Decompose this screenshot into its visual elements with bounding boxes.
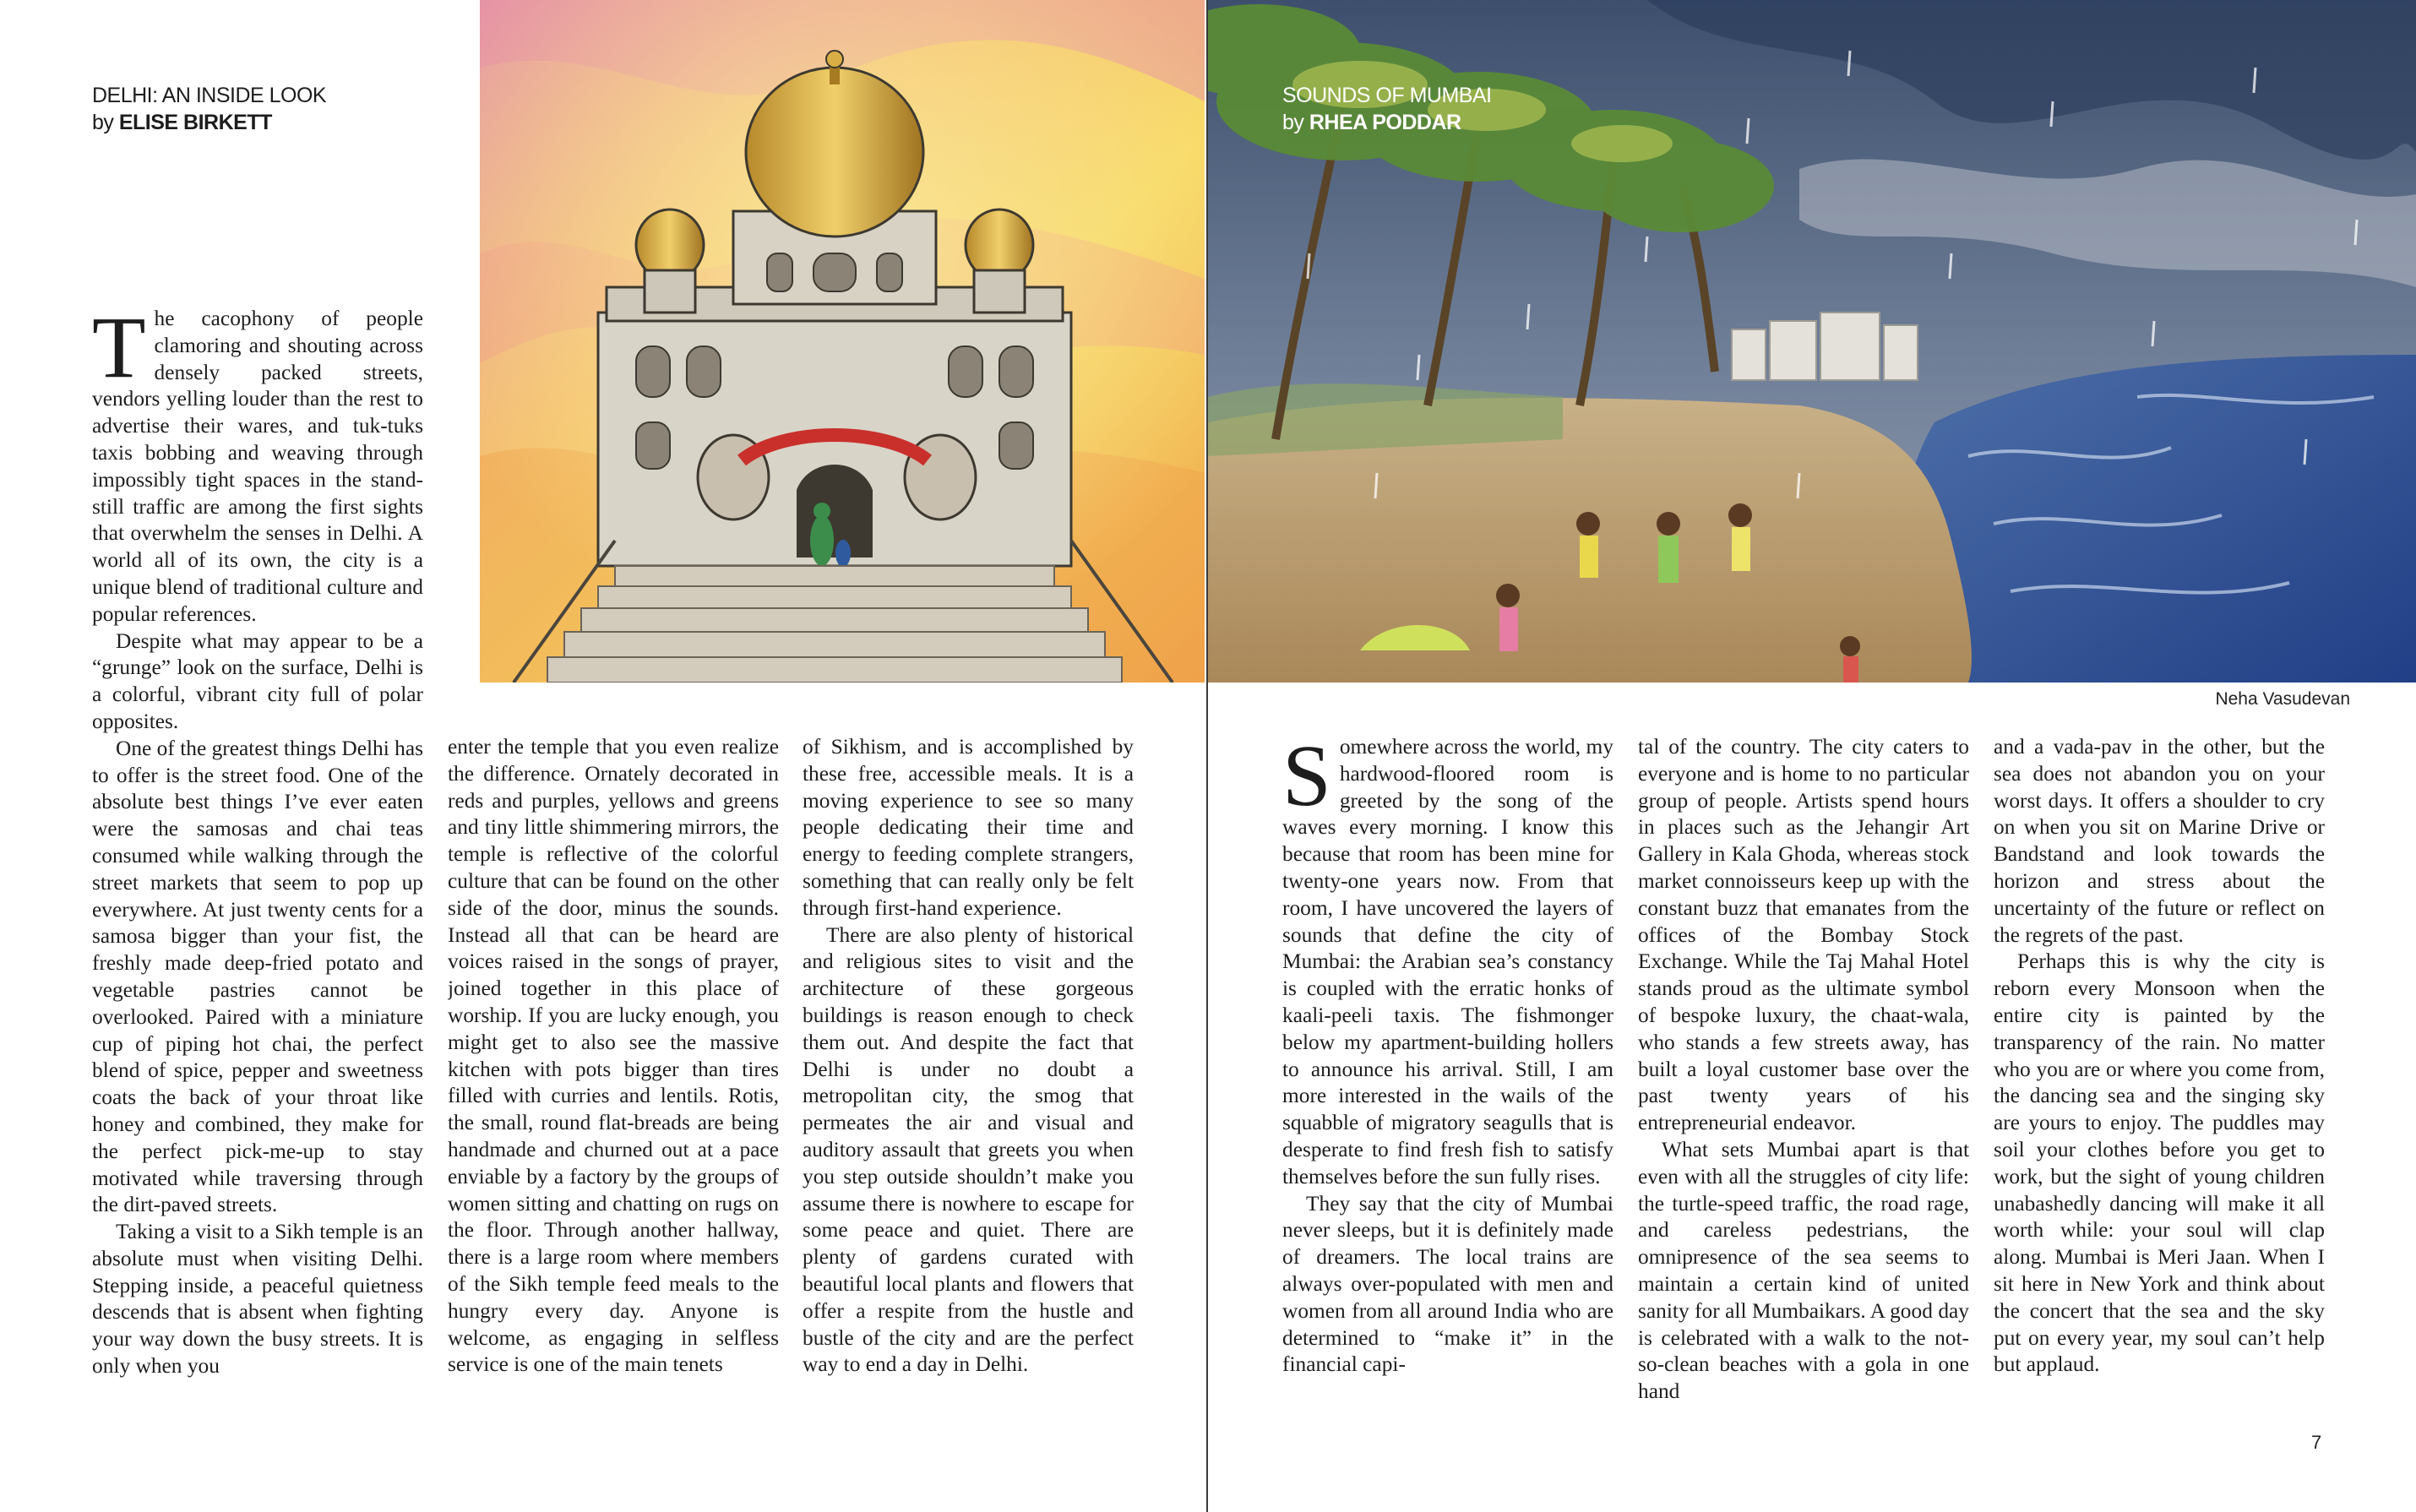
right-article-byline: [1282, 109, 1492, 136]
right-article-column-3: [1994, 734, 2325, 1433]
left-article-kicker: DELHI: AN INSIDE LOOK: [92, 84, 327, 107]
body-paragraph: Perhaps this is why the city is reborn every Monsoon when the entire city is painted by the transparency of the rain. No matter who you are or where you come from, the dancing sea and the singing sky are yours to enjoy. The puddles may soil your clothes before you get to work, but the sight of young children unabashedly dancing will make it all worth while: your soul will clap along. Mumbai is Meri Jaan. When I sit here in New York and think about the concert that the sea and the sky put on every year, my soul can’t help but applaud.: [1994, 949, 2325, 1377]
body-paragraph: Despite what may appear to be a “grunge” look on the surface, Delhi is a colorful, vibrant city full of polar opposites.: [92, 628, 423, 733]
paragraph-text: he cacophony of people clamoring and shouting across densely packed streets, vendors yelling louder than the rest to advertise their wares, and tuk-tuks taxis bobbing and weaving through impossibly tight spaces in the stand-still traffic are among the first sights that overwhelm the senses in Delhi. A world all of its own, the city is a unique blend of traditional culture and popular references.: [92, 307, 423, 626]
byline-prefix: by: [92, 111, 119, 134]
right-article-kicker: SOUNDS OF MUMBAI: [1282, 84, 1492, 107]
left-article-heading: [92, 82, 326, 136]
drop-cap: T: [92, 306, 146, 396]
right-article-author: RHEA PODDAR: [1309, 111, 1461, 134]
right-article-column-1: [1282, 734, 1613, 1433]
right-article-heading: [1282, 82, 1492, 136]
left-page: [0, 0, 1206, 1512]
body-paragraph: [92, 306, 423, 628]
body-paragraph: and a vada-pav in the other, but the sea does not abandon you on your worst days. It offers a shoulder to cry on when you sit on Marine Drive or Bandstand and look towards the horizon and stress about the uncertainty of the future or reflect on the regrets of the past.: [1994, 735, 2325, 947]
drop-cap: S: [1282, 734, 1331, 824]
body-paragraph: of Sikhism, and is accomplished by these free, accessible meals. It is a moving experience to see so many people dedicating their time and energy to feeding complete strangers, something that can really only be felt through first-hand experience.: [803, 735, 1134, 920]
right-page: [1208, 0, 2416, 1512]
left-article-column-1: [92, 306, 423, 1433]
temple-illustration: [480, 0, 1205, 683]
right-article-column-2: [1638, 734, 1969, 1433]
body-paragraph: tal of the country. The city caters to everyone and is home to no particular group of people. Artists spend hours in places such as the Jehangir Art Gallery in Kala Ghoda, whereas stock market connoisseurs keep up with the constant buzz that emanates from the offices of the Bombay Stock Exchange. While the Taj Mahal Hotel stands proud as the ultimate symbol of bespoke luxury, the chaat-wala, who stands a few streets away, has built a loyal customer base over the past twenty years of his entrepreneurial endeavor.: [1638, 735, 1969, 1135]
body-paragraph: [1282, 734, 1613, 1191]
left-article-author: ELISE BIRKETT: [118, 111, 272, 134]
body-paragraph: One of the greatest things Delhi has to offer is the street food. One of the absolute best things I’ve ever eaten were the samosas and chai teas consumed while walking through the street markets that seem to pop up everywhere. At just twenty cents for a samosa bigger than your fist, the freshly made deep-fried potato and vegetable pastries cannot be overlooked. Paired with a miniature cup of piping hot chai, the perfect blend of spice, pepper and sweetness coats the back of your throat like honey and combined, they make for the perfect pick-me-up to stay motivated while traversing through the dirt-paved streets.: [92, 736, 423, 1217]
left-article-byline: [92, 109, 326, 136]
byline-prefix: by: [1282, 111, 1309, 134]
body-paragraph: enter the temple that you even realize the difference. Ornately decorated in reds and purples, yellows and greens and tiny little shimmering mirrors, the temple is reflective of the colorful culture that can be found on the other side of the door, minus the sounds. Instead all that can be heard are voices raised in the songs of prayer, joined together in this place of worship. If you are lucky enough, you might get to also see the massive kitchen with pots bigger than tires filled with curries and lentils. Rotis, the small, round flat-breads are being handmade and churned out at a pace enviable by a factory by the groups of women sitting and chatting on rugs on the floor. Through another hallway, there is a large room where members of the Sikh temple feed meals to the hungry every day. Anyone is welcome, as engaging in selfless service is one of the main tenets: [448, 735, 779, 1377]
body-paragraph: There are also plenty of historical and religious sites to visit and the architecture of these gorgeous buildings is reason enough to check them out. And despite the fact that Delhi is under no doubt a metropolitan city, the smog that permeates the air and visual and auditory assault that greets you when you step outside shouldn’t make you assume there is nowhere to escape for some peace and quiet. There are plenty of gardens curated with beautiful local plants and flowers that offer a respite from the hustle and bustle of the city and are the perfect way to end a day in Delhi.: [803, 922, 1134, 1377]
left-article-column-3: [803, 734, 1134, 1433]
body-paragraph: Taking a visit to a Sikh temple is an absolute must when visiting Delhi. Stepping inside, a peaceful quietness descends that is absent when fighting your way down the busy streets. It is only when you: [92, 1220, 423, 1379]
page-number: 7: [2311, 1432, 2322, 1453]
paragraph-text: omewhere across the world, my hardwood-floored room is greeted by the song of the waves every morning. I know this because that room has been mine for twenty-one years now. From that room, I have uncovered the layers of sounds that define the city of Mumbai: the Arabian sea’s constancy is coupled with the erratic honks of kaali-peeli taxis. The fishmonger below my apartment-building hollers to announce his arrival. Still, I am more interested in the wails of the squabble of migratory seagulls that is desperate to find fresh fish to satisfy themselves before the sun fully rises.: [1282, 735, 1613, 1188]
left-article-column-2: [448, 734, 779, 1433]
body-paragraph: What sets Mumbai apart is that even with all the struggles of city life: the turtle-speed traffic, the road rage, and careless pedestrians, the omnipresence of the sea seems to maintain a certain kind of united sanity for all Mumbaikars. A good day is celebrated with a walk to the not-so-clean beaches with a gola in one hand: [1638, 1137, 1969, 1404]
body-paragraph: They say that the city of Mumbai never sleeps, but it is definitely made of dreamers. The local trains are always over-populated with men and women from all around India who are determined to “make it” in the financial capi-: [1282, 1191, 1613, 1377]
illustration-credit: Neha Vasudevan: [2215, 689, 2350, 709]
